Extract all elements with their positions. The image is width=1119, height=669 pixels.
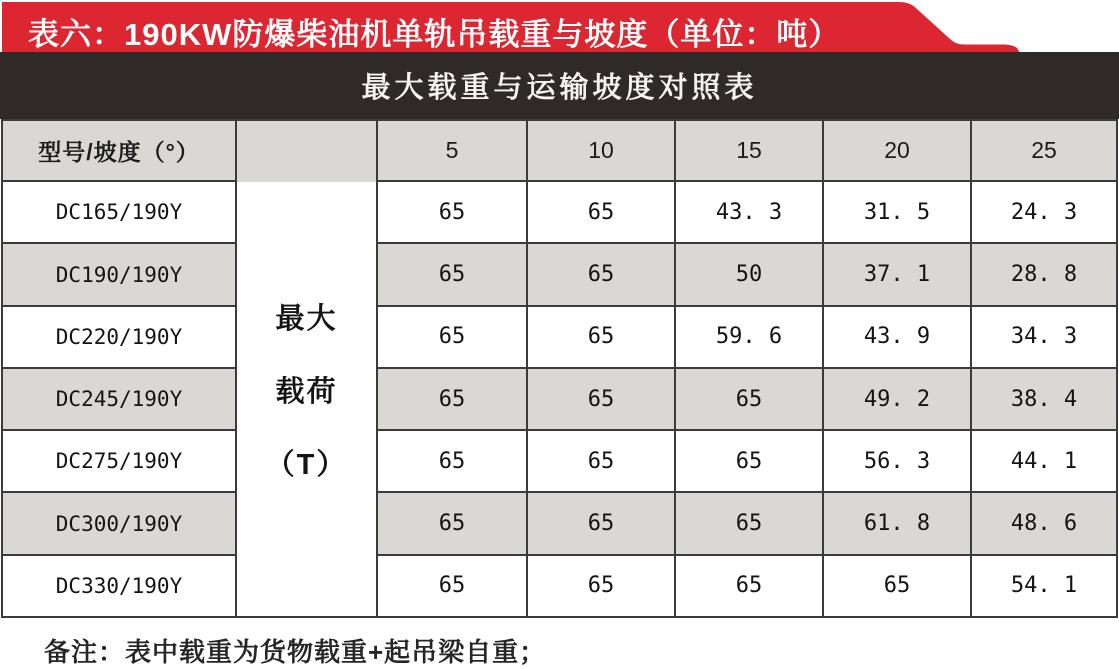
merged-line-2: 载荷: [275, 376, 338, 408]
value-cell: 34. 3: [971, 306, 1117, 368]
table-row: [2, 368, 1117, 430]
table-row: [2, 243, 1117, 305]
value-cell: 65: [527, 243, 675, 305]
merged-line-1: 最大: [275, 303, 338, 335]
model-cell: DC245/190Y: [2, 368, 236, 430]
model-cell: DC165/190Y: [2, 181, 236, 243]
value-cell: 44. 1: [971, 430, 1117, 492]
value-cell: 65: [377, 492, 527, 554]
value-cell: 24. 3: [971, 181, 1117, 243]
model-cell: DC190/190Y: [2, 243, 236, 305]
value-cell: 65: [527, 181, 675, 243]
value-cell: 48. 6: [971, 492, 1117, 554]
value-cell: 59. 6: [675, 306, 823, 368]
merged-max-load-cell: [236, 120, 377, 617]
value-cell: 49. 2: [823, 368, 971, 430]
slope-header-10: 10: [527, 120, 675, 181]
value-cell: 65: [377, 243, 527, 305]
load-slope-table-wrap: [1, 119, 1118, 618]
value-cell: 65: [527, 492, 675, 554]
header-row: [2, 120, 1117, 181]
table-row: [2, 430, 1117, 492]
slope-header-15: 15: [675, 120, 823, 181]
table-row: [2, 492, 1117, 554]
merged-max-load-label: [237, 121, 376, 616]
table-subheader-bar: [0, 52, 1119, 119]
table-row: [2, 306, 1117, 368]
table-row: [2, 555, 1117, 617]
value-cell: 65: [377, 306, 527, 368]
merged-line-3: （T）: [265, 449, 348, 481]
value-cell: 65: [377, 555, 527, 617]
value-cell: 65: [527, 306, 675, 368]
load-slope-table: [1, 119, 1118, 618]
value-cell: 65: [377, 368, 527, 430]
slope-header-5: 5: [377, 120, 527, 181]
value-cell: 61. 8: [823, 492, 971, 554]
value-cell: 65: [527, 368, 675, 430]
value-cell: 50: [675, 243, 823, 305]
value-cell: 54. 1: [971, 555, 1117, 617]
model-cell: DC275/190Y: [2, 430, 236, 492]
slope-header-25: 25: [971, 120, 1117, 181]
value-cell: 43. 9: [823, 306, 971, 368]
value-cell: 37. 1: [823, 243, 971, 305]
value-cell: 56. 3: [823, 430, 971, 492]
value-cell: 65: [377, 430, 527, 492]
value-cell: 43. 3: [675, 181, 823, 243]
value-cell: 65: [675, 368, 823, 430]
value-cell: 65: [675, 492, 823, 554]
value-cell: 65: [527, 555, 675, 617]
model-cell: DC300/190Y: [2, 492, 236, 554]
table-row: [2, 181, 1117, 243]
value-cell: 31. 5: [823, 181, 971, 243]
value-cell: 65: [675, 555, 823, 617]
value-cell: 38. 4: [971, 368, 1117, 430]
value-cell: 65: [823, 555, 971, 617]
page-title: 表六：190KW防爆柴油机单轨吊载重与坡度（单位：吨）: [28, 17, 841, 52]
footnote: 备注：表中载重为货物载重+起吊梁自重；: [44, 637, 547, 667]
value-cell: 28. 8: [971, 243, 1117, 305]
value-cell: 65: [675, 430, 823, 492]
corner-header-cell: 型号/坡度（°）: [2, 120, 236, 181]
model-cell: DC220/190Y: [2, 306, 236, 368]
model-cell: DC330/190Y: [2, 555, 236, 617]
slope-header-20: 20: [823, 120, 971, 181]
value-cell: 65: [527, 430, 675, 492]
table-subtitle: 最大载重与运输坡度对照表: [361, 72, 758, 104]
value-cell: 65: [377, 181, 527, 243]
